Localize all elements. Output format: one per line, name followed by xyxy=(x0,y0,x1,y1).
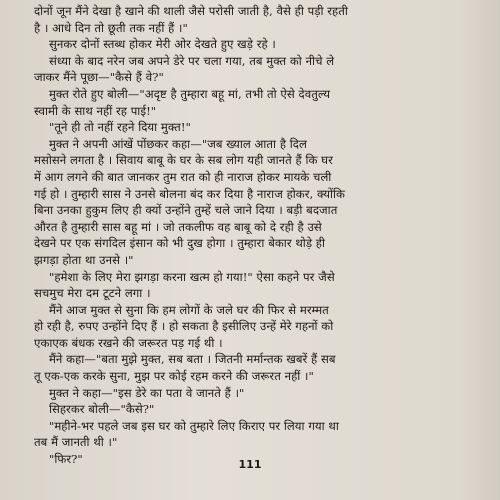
text-line: झगड़ा होता था उनसे ।" xyxy=(34,252,134,267)
text-line: सुनकर दोनों स्तब्ध होकर मेरी ओर देखते हुए खड़े रहे । xyxy=(34,37,276,52)
text-line: स्वामी के साथ नहीं रह पाई!" xyxy=(34,103,157,118)
text-line: मसोसने लगता है । सिवाय बाबू के घर के सब लोग यही जानते हैं कि घर xyxy=(34,153,333,168)
text-line: मैंने आज मुक्त से सुना कि हम लोगों के जले घर की फिर से मरम्मत xyxy=(34,302,329,317)
text-line: गई हो । तुम्हारी सास ने उनसे बोलना बंद कर दिया है नाराज होकर, क्योंकि xyxy=(34,186,346,201)
text-line: तब मैं जानती थी ।" xyxy=(34,435,118,450)
text-line: मुक्त ने अपनी आंखें पोंछकर कहा—"जब ख्याल आता है दिल xyxy=(34,136,307,151)
text-line: मुक्त रोते हुए बोली—"अदृष्ट है तुम्हारा बहू मां, तभी तो ऐसे देवतुल्य xyxy=(34,86,330,101)
text-line: है । आधे दिन तो छूती तक नहीं हैं ।" xyxy=(34,20,188,35)
text-line: "हमेशा के लिए मेरा झगड़ा करना खत्म हो गया!" ऐसा कहने पर जैसे xyxy=(34,269,335,284)
text-line: "तूने ही तो नहीं रहने दिया मुक्त!" xyxy=(34,120,191,135)
text-line: औरत है तुम्हारी सास बहू मां । जो तकलीफ वह बाबू को दे रही है उसे xyxy=(34,219,322,234)
text-line: तू एक-एक करके सुना, मुझ पर कोई रहम करने की जरूरत नहीं ।" xyxy=(34,369,314,384)
text-line: दोनों जून मैंने देखा है खाने की थाली जैसे परोसी जाती है, वैसे ही पड़ी रहती xyxy=(34,4,348,18)
text-line: देखने पर एक संगदिल इंसान को भी दुख होगा । तुम्हारा बेकार थोड़े ही xyxy=(34,236,326,251)
text-line: बिना उनका हुकुम लिए ही क्यों उन्होंने तुम्हें चले जाने दिया । बड़ी बदजात xyxy=(34,203,338,218)
text-line: हो रही है, रुपए उन्होंने दिए हैं । हो सकता है इसीलिए उन्हें मेरे गहनों को xyxy=(34,319,334,334)
text-line: संध्या के बाद नरेन जब अपने डेरे पर चला गया, तब मुक्त को नीचे ले xyxy=(34,53,335,68)
text-line: सचमुच मेरा दम टूटने लगा । xyxy=(34,286,151,301)
text-line: में आग लगने की बात जानकर तुम रात को ही नाराज होकर मायके चली xyxy=(34,169,332,184)
page-body-text xyxy=(34,3,474,468)
text-line: एकाएक बंधक रखने की जरूरत पड़ गई थी । xyxy=(34,335,223,350)
text-line: "महीने-भर पहले जब इस घर को तुम्हारे लिए किराए पर लिया गया था xyxy=(34,418,339,433)
text-line: सिहरकर बोली—"कैसे?" xyxy=(34,402,155,417)
text-line: मैंने कहा—"बता मुझे मुक्त, सब बता । जितनी मर्मान्तक खबरें हैं सब xyxy=(34,352,336,367)
text-line: जाकर मैंने पूछा—"कैसे हैं वे?" xyxy=(34,70,164,85)
page-number: 111 xyxy=(238,458,262,471)
text-line: मुक्त ने कहा—"इस डेरे का पता वे जानते हैं ।" xyxy=(34,385,245,400)
text-line: "फिर?" xyxy=(34,452,83,467)
